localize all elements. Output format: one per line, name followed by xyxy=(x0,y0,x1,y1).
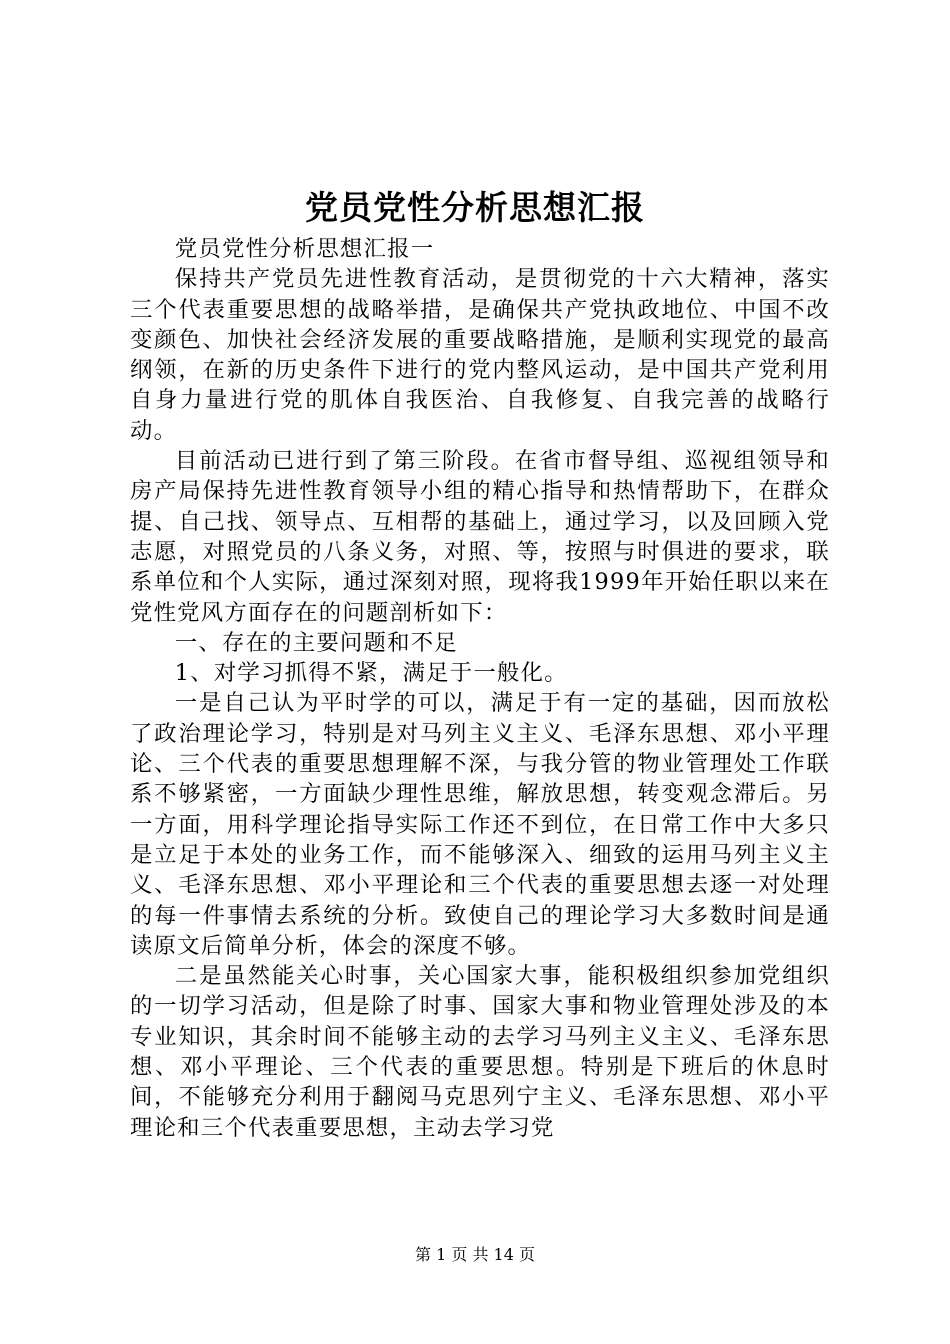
document-body xyxy=(130,234,830,1143)
section-heading: 一、存在的主要问题和不足 xyxy=(174,629,458,656)
paragraph-point-two: 二是虽然能关心时事，关心国家大事，能积极组织参加党组织的一切学习活动，但是除了时事、国家大事和物业管理处涉及的本专业知识，其余时间不能够主动的去学习马列主义主义、毛泽东思想、邓小平理论、三个代表的重要思想。特别是下班后的休息时间，不能够充分利用于翻阅马克思列宁主义、毛泽东思想、邓小平理论和三个代表重要思想，主动去学习党 xyxy=(130,963,830,1141)
document-title: 党员党性分析思想汇报 xyxy=(305,188,645,227)
paragraph-intro: 保持共产党员先进性教育活动，是贯彻党的十六大精神，落实三个代表重要思想的战略举措，是确保共产党执政地位、中国不改变颜色、加快社会经济发展的重要战略措施，是顺利实现党的最高纲领，在新的历史条件下进行的党内整风运动，是中国共产党利用自身力量进行党的肌体自我医治、自我修复、自我完善的战略行动。 xyxy=(130,266,830,444)
page-number-footer: 第 1 页 共 14 页 xyxy=(415,1245,535,1264)
paragraph-subtitle: 党员党性分析思想汇报一 xyxy=(174,236,435,262)
paragraph-current-stage: 目前活动已进行到了第三阶段。在省市督导组、巡视组领导和房产局保持先进性教育领导小组的精心指导和热情帮助下，在群众提、自己找、领导点、互相帮的基础上，通过学习，以及回顾入党志愿，对照党员的八条义务，对照、等，按照与时俱进的要求，联系单位和个人实际，通过深刻对照，现将我1999年开始任职以来在党性党风方面存在的问题剖析如下： xyxy=(130,448,830,626)
paragraph-point-one: 一是自己认为平时学的可以，满足于有一定的基础，因而放松了政治理论学习，特别是对马列主义主义、毛泽东思想、邓小平理论、三个代表的重要思想理解不深，与我分管的物业管理处工作联系不够紧密，一方面缺少理性思维，解放思想，转变观念滞后。另一方面，用科学理论指导实际工作还不到位，在日常工作中大多只是立足于本处的业务工作，而不能够深入、细致的运用马列主义主义、毛泽东思想、邓小平理论和三个代表的重要思想去逐一对处理的每一件事情去系统的分析。致使自己的理论学习大多数时间是通读原文后简单分析，体会的深度不够。 xyxy=(130,690,830,959)
subsection-heading: 1、对学习抓得不紧，满足于一般化。 xyxy=(174,660,568,687)
